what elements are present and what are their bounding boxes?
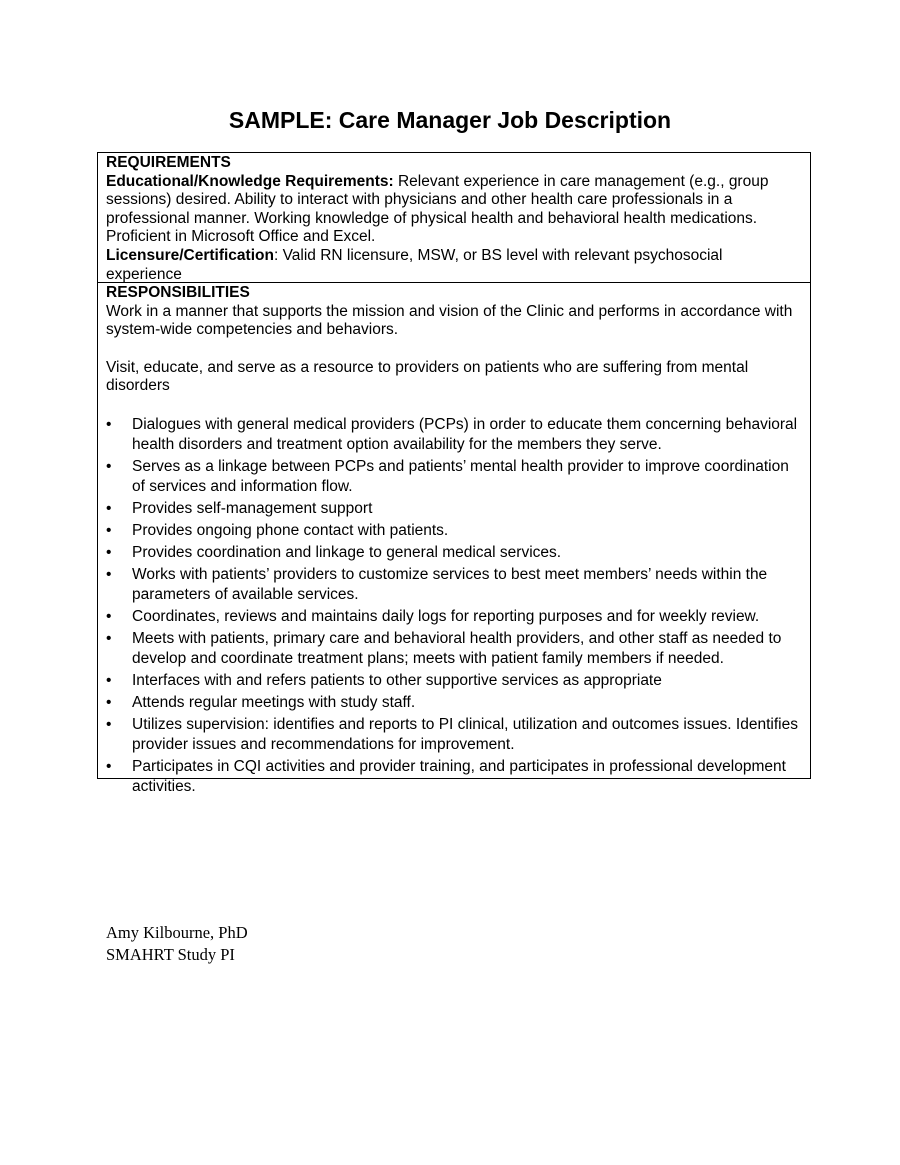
list-item (106, 543, 802, 563)
education-requirements (106, 173, 802, 247)
bullet-icon: • (106, 565, 112, 583)
list-item (106, 693, 802, 713)
list-item (106, 671, 802, 691)
bullet-icon: • (106, 757, 112, 775)
education-label: Educational/Knowledge Requirements: (106, 172, 394, 190)
paragraph-spacer (106, 340, 802, 359)
list-item-text: Dialogues with general medical providers (PCPs) in order to educate them concerning behavioral health disorders and treatment option availability for the members they serve. (132, 415, 798, 453)
list-item-text: Interfaces with and refers patients to other supportive services as appropriate (132, 671, 662, 689)
list-item-text: Attends regular meetings with study staff. (132, 693, 416, 711)
list-item (106, 757, 802, 797)
list-item (106, 521, 802, 541)
bullet-icon: • (106, 457, 112, 475)
licensure-label: Licensure/Certification (106, 246, 274, 264)
list-item-text: Coordinates, reviews and maintains daily logs for reporting purposes and for weekly review. (132, 607, 760, 625)
signature-block (106, 922, 248, 966)
bullet-icon: • (106, 671, 112, 689)
page-title: SAMPLE: Care Manager Job Description (228, 107, 672, 133)
licensure-text: : Valid RN licensure, MSW, or BS level with relevant psychosocial experience (106, 246, 723, 283)
responsibilities-heading: RESPONSIBILITIES (106, 284, 250, 301)
paragraph-spacer (106, 396, 802, 415)
requirements-heading: REQUIREMENTS (106, 154, 231, 171)
list-item (106, 715, 802, 755)
list-item (106, 457, 802, 497)
signatory-name: Amy Kilbourne, PhD (106, 923, 248, 942)
licensure-requirements (106, 247, 802, 284)
list-item (106, 565, 802, 605)
responsibilities-section (97, 282, 811, 795)
bullet-icon: • (106, 499, 112, 517)
list-item-text: Serves as a linkage between PCPs and patients’ mental health provider to improve coordination of services and information flow. (132, 457, 789, 495)
list-item (106, 415, 802, 455)
responsibilities-intro-1: Work in a manner that supports the mission and vision of the Clinic and performs in accordance with system-wide competencies and behaviors. (106, 302, 793, 339)
list-item-text: Provides self-management support (132, 499, 373, 517)
list-item-text: Works with patients’ providers to customize services to best meet members’ needs within the parameters of available services. (132, 565, 768, 603)
list-item (106, 499, 802, 519)
requirements-section (97, 152, 811, 283)
list-item-text: Provides ongoing phone contact with patients. (132, 521, 449, 539)
bullet-icon: • (106, 693, 112, 711)
bullet-icon: • (106, 543, 112, 561)
list-item-text: Participates in CQI activities and provider training, and participates in professional development activities. (132, 757, 786, 795)
bullet-icon: • (106, 629, 112, 647)
bullet-icon: • (106, 715, 112, 733)
bullet-icon: • (106, 521, 112, 539)
responsibilities-list (106, 415, 802, 797)
list-item-text: Meets with patients, primary care and behavioral health providers, and other staff as needed to develop and coordinate treatment plans; meets with patient family members if needed. (132, 629, 782, 667)
education-text: Relevant experience in care management (e.g., group sessions) desired. Ability to interact with physicians and other health care professionals in a professional manner. Working knowledge of physical health and behavioral health medications. Proficient in Microsoft Office and Excel. (106, 172, 769, 246)
bullet-icon: • (106, 607, 112, 625)
list-item-text: Utilizes supervision: identifies and reports to PI clinical, utilization and outcomes issues. Identifies provider issues and recommendations for improvement. (132, 715, 798, 753)
responsibilities-intro-2: Visit, educate, and serve as a resource to providers on patients who are suffering from mental disorders (106, 358, 749, 395)
signatory-role: SMAHRT Study PI (106, 945, 235, 964)
list-item-text: Provides coordination and linkage to general medical services. (132, 543, 562, 561)
list-item (106, 629, 802, 669)
list-item (106, 607, 802, 627)
bullet-icon: • (106, 415, 112, 433)
